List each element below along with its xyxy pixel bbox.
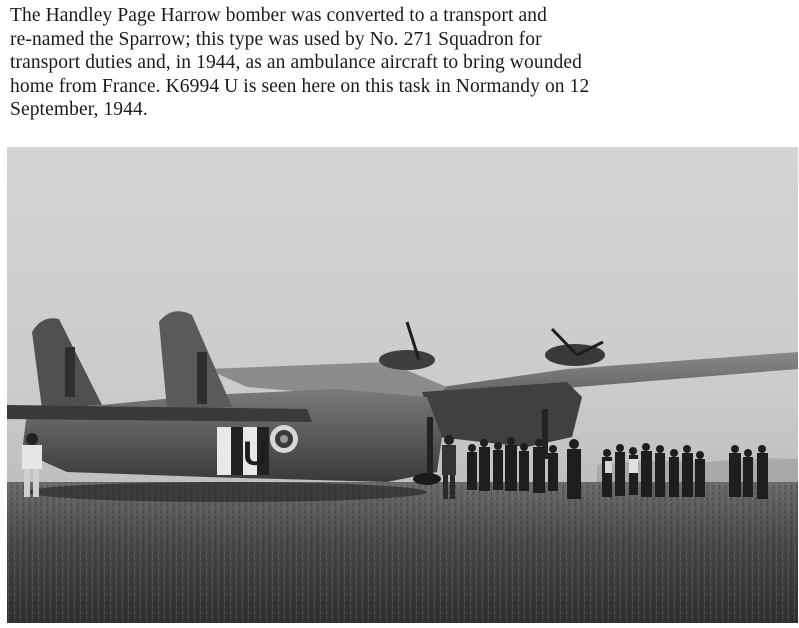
invasion-stripe — [217, 427, 231, 475]
caption-line: home from France. K6994 U is seen here on this task in Normandy on 12 — [10, 75, 590, 97]
caption-line: September, 1944. — [10, 99, 148, 120]
photo-illustration — [7, 147, 798, 623]
left-engine — [379, 350, 435, 370]
aircraft-shadow — [27, 482, 427, 502]
aircraft-photograph — [7, 147, 798, 623]
caption-line: The Handley Page Harrow bomber was converted to a transport and — [10, 5, 547, 26]
caption-line: transport duties and, in 1944, as an ambulance aircraft to bring wounded — [10, 52, 582, 73]
photo-caption — [10, 4, 790, 122]
fuselage-code: U — [243, 435, 268, 473]
caption-line: re-named the Sparrow; this type was used by No. 271 Squadron for — [10, 28, 542, 50]
